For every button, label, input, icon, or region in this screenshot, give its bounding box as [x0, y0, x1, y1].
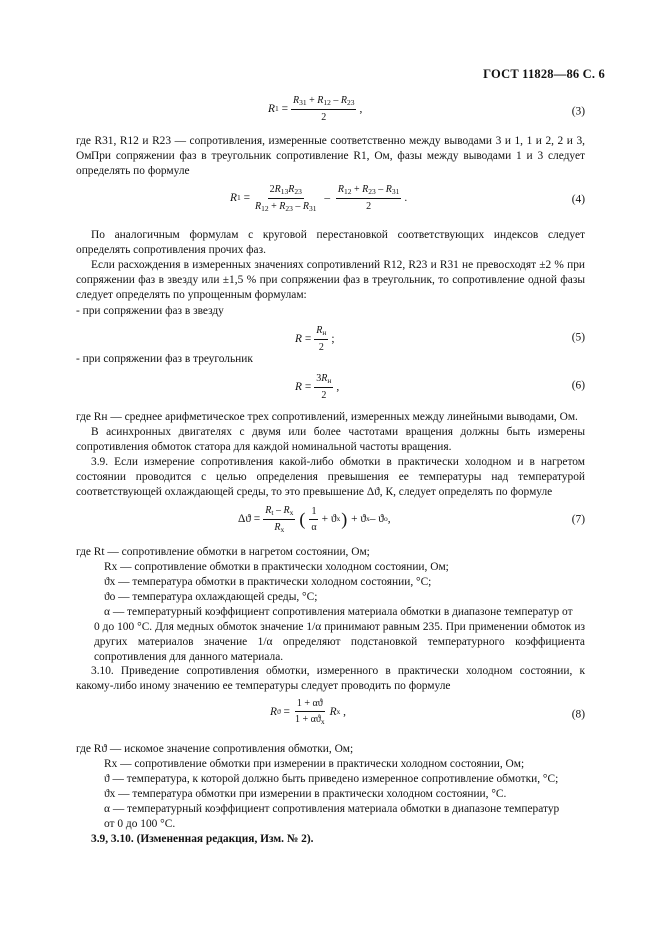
- text-permutation: По аналогичным формулам с круговой перестановкой соответствующих индексов следует определять сопротивления прочих фаз.: [76, 229, 585, 257]
- def8-alpha-continued: от 0 до 100 °С.: [104, 818, 176, 830]
- formula-7-number: (7): [571, 513, 585, 526]
- formula-4-expression: R 1 = $\frac{2R_{13}R_{23}}{R_{12} + R_{23} - R_{31}}$ – $\frac{R_{12} + R_{23} - R_{31}}{2}$ .: [230, 184, 408, 213]
- text-discrepancy: Если расхождения в измеренных значениях сопротивлений R12, R23 и R31 не превосходят ±2 % при сопряжении фаз в звезду или ±1,5 % при сопряжении фаз в треугольник, то сопротивление одной фазы следует определять по упрощенным формулам:: [76, 259, 585, 302]
- def8-r-theta: где Rϑ — искомое значение сопротивления обмотки, Ом;: [76, 743, 354, 755]
- formula-3-expression: R 1 = $\frac{R_{31} + R_{12} - R_{23}}{2}$ ,: [268, 95, 363, 123]
- page-header: ГОСТ 11828—86 С. 6: [483, 67, 605, 81]
- def7-alpha: α — температурный коэффициент сопротивления материала обмотки в диапазоне температур от: [104, 606, 573, 619]
- text-triangle-intro: При сопряжении фаз в треугольник сопротивление R1, Ом, фазы между выводами 1 и 3 следует определять по формуле: [76, 150, 585, 178]
- revision-note: 3.9, 3.10. (Измененная редакция, Изм. № 2).: [91, 833, 314, 845]
- definitions-formula-8: [76, 742, 585, 817]
- text-rn-definition: где Rн — среднее арифметическое трех сопротивлений, измеренных между линейными выводами, Ом.: [76, 411, 578, 423]
- definitions-formula-7: [76, 545, 585, 620]
- formula-8-expression: R ϑ = $\frac{1 + \alpha ϑ}{1 + \alpha ϑ_x}$ R x ,: [270, 698, 346, 727]
- formula-5-expression: R = $\frac{R_н}{2}$ ;: [295, 325, 335, 353]
- def7-theta-x: ϑx — температура обмотки в практически холодном состоянии, °С;: [104, 576, 432, 589]
- text-section-3-9: 3.9. Если измерение сопротивления какой-либо обмотки в практически холодном и в нагретом состоянии проводится с целью определения превышения ее температуры над температурой соответствующей охлаждающей среды, то это превышение Δϑ, К, следует определять по формуле: [76, 456, 585, 499]
- def7-rt: где Rt — сопротивление обмотки в нагретом состоянии, Ом;: [76, 546, 370, 558]
- text-triangle-label: - при сопряжении фаз в треугольник: [76, 353, 253, 365]
- formula-8: [0, 695, 661, 735]
- formula-6: [0, 366, 661, 406]
- text-definitions-r: где R31, R12 и R23 — сопротивления, измеренные соответственно между выводами 3 и 1, 1 и 2, 2 и 3, Ом.: [76, 135, 585, 163]
- formula-3-number: (3): [571, 105, 585, 118]
- def8-alpha: α — температурный коэффициент сопротивления материала обмотки в диапазоне температур: [104, 803, 560, 816]
- def7-theta-o: ϑо — температура охлаждающей среды, °С;: [104, 591, 318, 604]
- def8-theta-x: ϑx — температура обмотки при измерении в практически холодном состоянии, °С.: [104, 788, 507, 801]
- def8-theta: ϑ — температура, к которой должно быть приведено измеренное сопротивление обмотки, °С;: [104, 773, 559, 786]
- formula-8-number: (8): [571, 708, 585, 721]
- formula-7-expression: Δϑ = $\frac{R_t - R_x}{R_x}$ ( $\frac{1}{\alpha}$ + ϑ x ) + ϑ x – ϑ о ,: [238, 505, 391, 534]
- formula-4-number: (4): [571, 193, 585, 206]
- text-section-3-10: 3.10. Приведение сопротивления обмотки, измеренного в практически холодном состоянии, к какому-либо иному значению ее температуры следует проводить по формуле: [76, 665, 585, 693]
- def7-alpha-continued: 0 до 100 °С. Для медных обмоток значение 1/α принимают равным 235. При применении обмоток из других материалов значение 1/α определяют подстановкой температурного коэффициента сопротивления для данного материала.: [94, 621, 585, 664]
- formula-6-expression: R = $\frac{3R_н}{2}$ ,: [295, 373, 340, 401]
- text-async-motors: В асинхронных двигателях с двумя или более частотами вращения должны быть измерены сопротивления обмоток статора для каждой номинальной частоты вращения.: [76, 426, 585, 454]
- formula-3: [0, 92, 661, 132]
- formula-7: [0, 500, 661, 540]
- def8-rx: Rx — сопротивление обмотки при измерении в практически холодном состоянии, Ом;: [104, 758, 525, 771]
- text-star-label: - при сопряжении фаз в звезду: [76, 305, 224, 317]
- def7-rx: Rx — сопротивление обмотки в практически холодном состоянии, Ом;: [104, 561, 449, 574]
- formula-4: [0, 180, 661, 220]
- formula-5-number: (5): [571, 331, 585, 344]
- formula-6-number: (6): [571, 379, 585, 392]
